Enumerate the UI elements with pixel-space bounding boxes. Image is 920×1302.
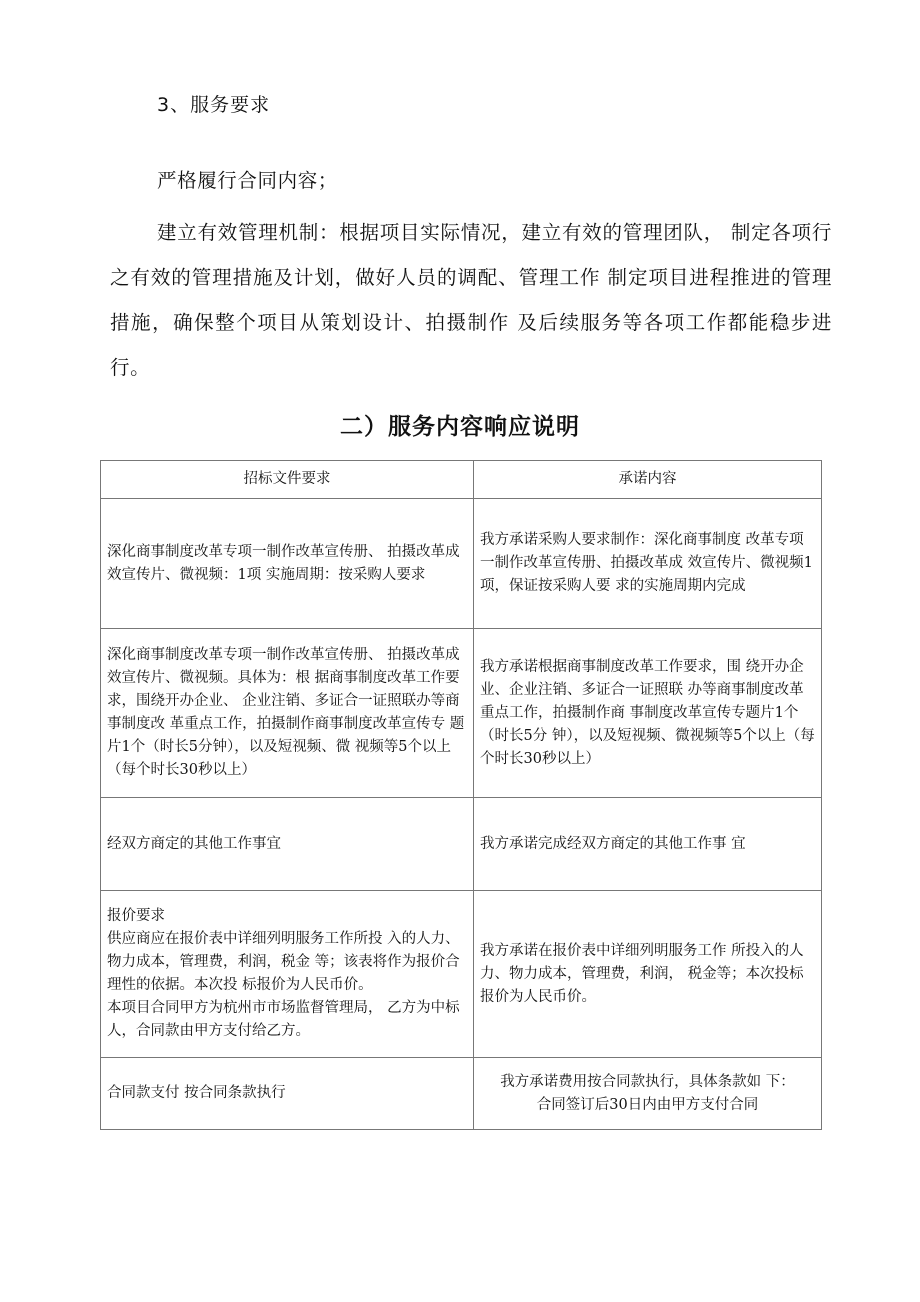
requirement-cell (101, 891, 474, 1058)
requirement-text: 供应商应在报价表中详细列明服务工作所投 入的人力、物力成本，管理费，利润，税金 等；该表将作为报价合理性的依据。本次投 标报价为人民币价。 (107, 931, 460, 993)
commitment-line: 我方承诺费用按合同款执行，具体条款如 下： (500, 1073, 795, 1090)
header-requirement: 招标文件要求 (101, 461, 474, 499)
commitment-cell (474, 1058, 822, 1130)
table-row (101, 629, 822, 798)
requirement-cell: 经双方商定的其他工作事宜 (101, 798, 474, 891)
requirement-cell: 深化商事制度改革专项一制作改革宣传册、 拍摄改革成效宣传片、微视频。具体为：根 据商事制度改革工作要求，围绕开办企业、 企业注销、多证合一证照联办等商事制度改 革重点工作，拍摄制作商事制度改革宣传专 题片1个（时长5分钟），以及短视频、微 视频等5个以上（每个时长30秒以上） (101, 629, 474, 798)
paragraph-contract: 严格履行合同内容； (157, 169, 338, 192)
requirement-cell: 合同款支付 按合同条款执行 (101, 1058, 474, 1130)
section-heading: 3、服务要求 (157, 94, 271, 116)
commitment-line: 合同签订后30日内由甲方支付合同 (536, 1096, 759, 1113)
table-header-row (101, 461, 822, 499)
requirement-title: 报价要求 (107, 908, 165, 924)
requirement-extra: 本项目合同甲方为杭州市市场监督管理局， 乙方为中标人，合同款由甲方支付给乙方。 (107, 1000, 460, 1039)
commitment-cell: 我方承诺根据商事制度改革工作要求，围 绕开办企业、企业注销、多证合一证照联 办等商事制度改革重点工作，拍摄制作商 事制度改革宣传专题片1个（时长5分 钟），以及短视频、微视频等5个以上（每 个时长30秒以上） (474, 629, 822, 798)
table-row (101, 891, 822, 1058)
requirement-cell: 深化商事制度改革专项一制作改革宣传册、 拍摄改革成效宣传片、微视频：1项 实施周期：按采购人要求 (101, 499, 474, 629)
commitment-cell: 我方承诺完成经双方商定的其他工作事 宜 (474, 798, 822, 891)
commitment-cell: 我方承诺采购人要求制作：深化商事制度 改革专项一制作改革宣传册、拍摄改革成 效宣传片、微视频1项，保证按采购人要 求的实施周期内完成 (474, 499, 822, 629)
commitment-cell: 我方承诺在报价表中详细列明服务工作 所投入的人力、物力成本，管理费，利润， 税金等；本次投标报价为人民币价。 (474, 891, 822, 1058)
paragraph-management: 建立有效管理机制：根据项目实际情况，建立有效的管理团队， 制定各项行之有效的管理措施及计划，做好人员的调配、管理工作 制定项目进程推进的管理措施，确保整个项目从策划设计、拍摄制作 及后续服务等各项工作都能稳步进行。 (110, 221, 832, 379)
table-row (101, 798, 822, 891)
header-commitment: 承诺内容 (474, 461, 822, 499)
response-table (100, 460, 822, 1130)
table-row (101, 1058, 822, 1130)
table-row (101, 499, 822, 629)
table-title: 二）服务内容响应说明 (340, 414, 580, 440)
